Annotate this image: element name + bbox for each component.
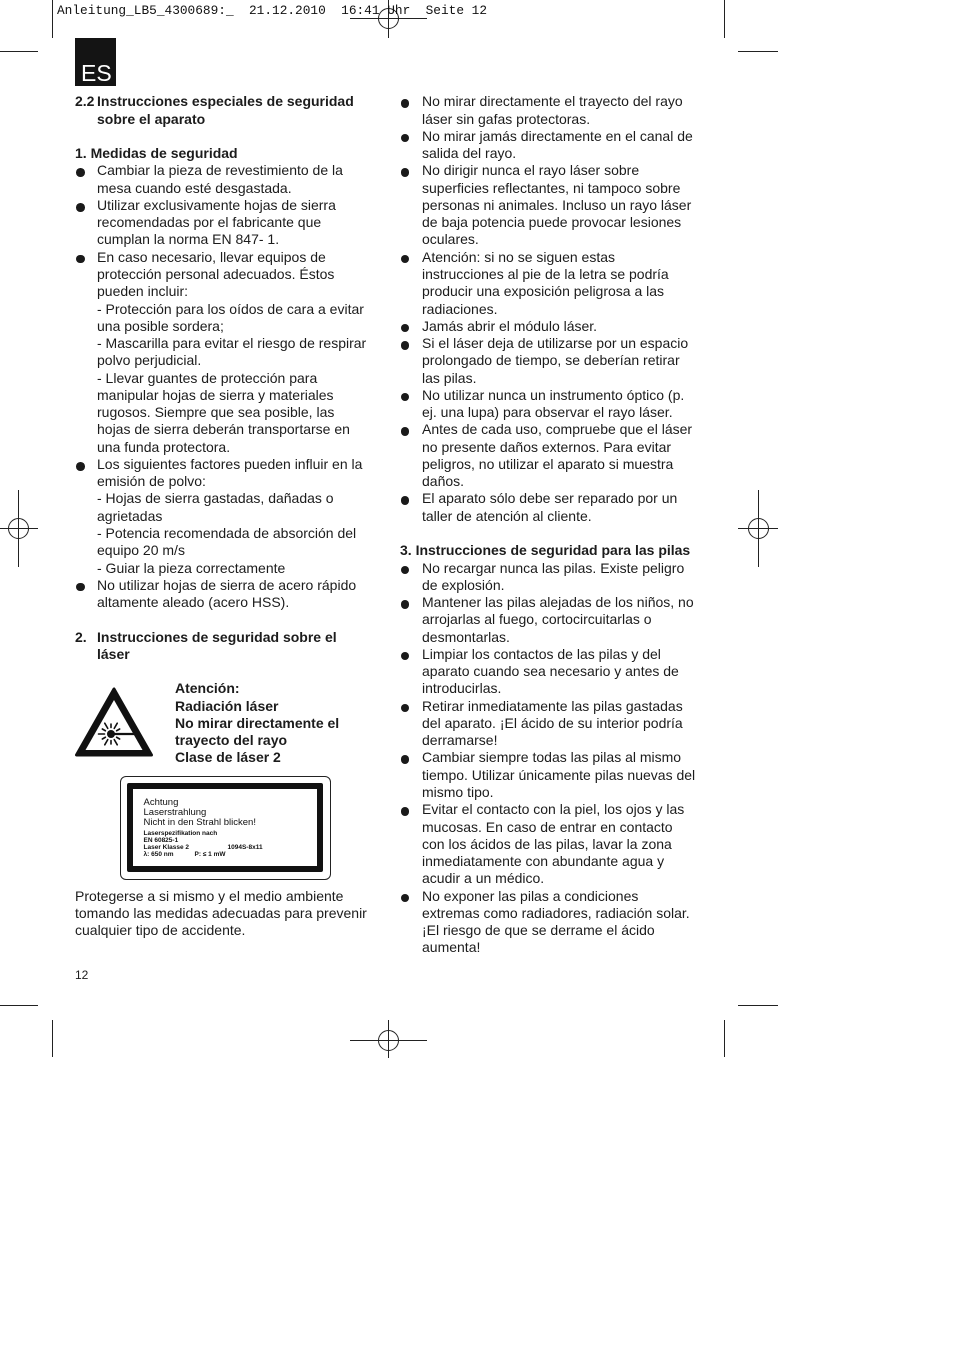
bullet-text-line: taller de atención al cliente.	[422, 507, 592, 524]
bullet-text-line: Jamás abrir el módulo láser.	[422, 317, 598, 334]
bullet-text-line: daños.	[422, 473, 465, 490]
bullet-text-line: emisión de polvo:	[97, 473, 206, 490]
bullet-text-line: - Guiar la pieza correctamente	[97, 559, 286, 576]
bullet-dot-icon	[401, 255, 410, 264]
battery-heading: 3. Instrucciones de seguridad para las pilas	[400, 542, 691, 559]
bullet-dot-icon	[76, 168, 85, 177]
bullet-text-line: No mirar jamás directamente en el canal de	[422, 127, 693, 144]
bullet-text-line: Mantener las pilas alejadas de los niños, no	[422, 594, 694, 611]
bullet-item	[400, 318, 712, 335]
bullet-item	[75, 577, 377, 612]
section-number: 2.2	[75, 93, 95, 110]
bullet-item	[400, 490, 712, 525]
label-warning-line: Nicht in den Strahl blicken!	[143, 817, 256, 828]
bullet-text-line: una funda protectora.	[97, 438, 231, 455]
bullet-text-line: inmediatamente con abundante agua y	[422, 853, 665, 870]
bullet-item	[400, 421, 712, 490]
laser-section-heading	[75, 629, 377, 664]
bullet-text-line: - Potencia recomendada de absorción del	[97, 525, 357, 541]
bullet-item	[400, 335, 712, 387]
bullet-text-line: Antes de cada uso, compruebe que el láser	[422, 421, 693, 438]
bullet-dot-icon	[401, 393, 410, 402]
left-column	[75, 93, 377, 939]
laser-class-label	[120, 776, 331, 880]
bullet-item	[400, 249, 712, 318]
bullet-text-line: no presente daños externos. Para evitar	[422, 438, 672, 455]
bullet-text-line: mesa cuando esté desgastada.	[97, 179, 292, 196]
bullet-text-line: aumenta!	[422, 939, 481, 956]
bullet-dot-icon	[76, 255, 85, 264]
laser-source	[107, 730, 115, 738]
label-spec-line: EN 60825-1	[143, 836, 179, 844]
label-spec-line: Laser Klasse 2	[143, 843, 190, 851]
section-heading-line: Instrucciones de seguridad sobre el	[97, 628, 337, 645]
right-column	[400, 93, 712, 956]
bullet-dot-icon	[401, 168, 410, 177]
bullet-item	[400, 801, 712, 887]
bullet-dot-icon	[76, 462, 85, 471]
laser-label-slot	[75, 767, 377, 888]
registration-mark-right	[738, 490, 778, 567]
bullet-text-line: oculares.	[422, 231, 479, 248]
registration-mark-left	[0, 490, 38, 567]
spacer	[75, 611, 377, 628]
bullet-item	[400, 698, 712, 750]
bullet-text-line: instrucciones al pie de la letra se podría	[422, 266, 669, 283]
spacer	[75, 663, 377, 680]
print-slug: Anleitung_LB5_4300689:_ 21.12.2010 16:41 Uhr Seite 12	[57, 2, 488, 18]
section-heading-line: Instrucciones especiales de seguridad	[97, 93, 354, 110]
bullet-item	[400, 162, 712, 248]
bullet-text-line: personas ni animales. Incluso un rayo láser	[422, 196, 692, 213]
section-heading-line: sobre el aparato	[97, 110, 206, 127]
bullet-dot-icon	[401, 704, 410, 713]
bullet-text-line: ¡El riesgo de que se derrame el ácido	[422, 922, 655, 939]
bullet-text-line: manipular hojas de sierra y materiales	[97, 386, 334, 403]
bullet-text-line: No utilizar hojas de sierra de acero rápido	[97, 576, 357, 593]
label-code: 1094S-8x11	[227, 843, 263, 851]
bullet-dot-icon	[401, 324, 410, 333]
section-heading-line: láser	[97, 645, 130, 662]
laser-safety-list	[400, 93, 712, 525]
language-code: ES	[81, 60, 112, 86]
bullet-text-line: del aparato. ¡El ácido de su interior podría	[422, 714, 683, 731]
safety-measures-list	[75, 162, 377, 611]
bullet-text-line: En caso necesario, llevar equipos de	[97, 248, 326, 265]
bullet-item	[400, 128, 712, 163]
bullet-text-line: Los siguientes factores pueden influir en la	[97, 455, 363, 472]
bullet-text-line: - Llevar guantes de protección para	[97, 369, 318, 386]
bullet-text-line: No recargar nunca las pilas. Existe peligro	[422, 559, 685, 576]
page-number: 12	[75, 968, 89, 982]
section-number: 2.	[75, 628, 87, 645]
bullet-dot-icon	[76, 203, 85, 212]
bullet-text-line: mucosas. En caso de entrar en contacto	[422, 818, 673, 835]
bullet-item	[75, 162, 377, 197]
bullet-dot-icon	[401, 894, 410, 903]
bullet-dot-icon	[401, 755, 410, 764]
bullet-dot-icon	[401, 807, 410, 816]
bullet-dot-icon	[401, 99, 410, 108]
closing-paragraph	[75, 888, 377, 940]
bullet-text-line: desmontarlas.	[422, 628, 510, 645]
registration-mark-bottom	[350, 1020, 427, 1058]
bullet-item	[400, 888, 712, 957]
bullet-dot-icon	[401, 427, 410, 436]
bullet-item	[400, 749, 712, 801]
bullet-item	[75, 456, 377, 577]
bullet-text-line: Atención: si no se siguen estas	[422, 248, 616, 265]
bullet-text-line: El aparato sólo debe ser reparado por un	[422, 490, 678, 507]
bullet-item	[75, 197, 377, 249]
bullet-text-line: altamente aleado (acero HSS).	[97, 594, 290, 611]
paragraph-line: tomando las medidas adecuadas para prevenir	[75, 905, 367, 921]
label-power: P: ≤ 1 mW	[194, 850, 226, 858]
bullet-dot-icon	[401, 496, 410, 505]
bullet-text-line: agrietadas	[97, 507, 163, 524]
bullet-text-line: hojas de sierra deberán transportarse en	[97, 421, 350, 438]
spacer	[75, 128, 377, 145]
label-spec-line: Laserspezifikation nach	[143, 829, 218, 837]
bullet-text-line: láser sin gafas protectoras.	[422, 110, 591, 127]
bullet-item	[75, 249, 377, 456]
bullet-text-line: No exponer las pilas a condiciones	[422, 887, 639, 904]
bullet-text-line: Cambiar siempre todas las pilas al mismo	[422, 749, 682, 766]
bullet-text-line: aparato cuando sea necesario y antes de	[422, 663, 679, 680]
language-tab	[75, 38, 116, 86]
bullet-text-line: con los ácidos de las pilas, lavar la zona	[422, 835, 672, 852]
bullet-text-line: No dirigir nunca el rayo láser sobre	[422, 162, 640, 179]
bullet-text-line: Retirar inmediatamente las pilas gastadas	[422, 697, 683, 714]
bullet-text-line: Evitar el contacto con la piel, los ojos y las	[422, 801, 685, 818]
bullet-dot-icon	[76, 583, 85, 592]
battery-safety-list	[400, 560, 712, 957]
warning-line: Clase de láser 2	[175, 749, 281, 766]
warning-line: Radiación láser	[175, 697, 279, 714]
bullet-text-line: Utilizar exclusivamente hojas de sierra	[97, 196, 336, 213]
bullet-text-line: No mirar directamente el trayecto del rayo	[422, 93, 683, 110]
bullet-text-line: derramarse!	[422, 732, 498, 749]
bullet-dot-icon	[401, 566, 410, 575]
bullet-text-line: extremas como radiadores, radiación solar.	[422, 904, 690, 921]
bullet-item	[400, 560, 712, 595]
bullet-text-line: - Protección para los oídos de cara a evitar	[97, 300, 364, 317]
warning-line: No mirar directamente el	[175, 714, 340, 731]
bullet-text-line: las pilas.	[422, 369, 477, 386]
laser-radiation-warning-icon	[75, 687, 153, 757]
warning-line: trayecto del rayo	[175, 732, 288, 749]
bullet-text-line: rugosos. Siempre que sea posible, las	[97, 404, 335, 421]
bullet-item	[400, 646, 712, 698]
bullet-text-line: cumplan la norma EN 847- 1.	[97, 231, 280, 248]
measures-heading: 1. Medidas de seguridad	[75, 145, 238, 162]
bullet-text-line: Cambiar la pieza de revestimiento de la	[97, 162, 343, 179]
laser-warning-block	[75, 680, 377, 766]
bullet-text-line: superficies reflectantes, ni tampoco sobre	[422, 179, 681, 196]
bullet-text-line: acudir a un médico.	[422, 870, 545, 887]
bullet-dot-icon	[401, 600, 410, 609]
bullet-text-line: una posible sordera;	[97, 317, 224, 334]
label-spec-line: λ: 650 nm	[143, 850, 174, 858]
label-warning-line: Laserstrahlung	[143, 807, 207, 818]
bullet-text-line: arrojarlas al fuego, cortocircuitarlas o	[422, 611, 652, 628]
bullet-text-line: de explosión.	[422, 576, 505, 593]
label-warning-line: Achtung	[143, 797, 179, 808]
bullet-text-line: de baja potencia puede provocar lesiones	[422, 214, 682, 231]
warning-line: Atención:	[175, 680, 240, 697]
bullet-text-line: equipo 20 m/s	[97, 542, 185, 559]
bullet-text-line: mismo tipo.	[422, 783, 494, 800]
bullet-text-line: Limpiar los contactos de las pilas y del	[422, 645, 661, 662]
paragraph-line: cualquier tipo de accidente.	[75, 922, 246, 939]
bullet-text-line: - Mascarilla para evitar el riesgo de respirar	[97, 335, 367, 352]
bullet-text-line: ej. una lupa) para observar el rayo láser.	[422, 404, 673, 421]
paragraph-line: Protegerse a si mismo y el medio ambiente	[75, 887, 344, 904]
bullet-item	[400, 594, 712, 646]
section-heading-2-2	[75, 93, 377, 128]
bullet-dot-icon	[401, 341, 410, 350]
bullet-text-line: polvo perjudicial.	[97, 352, 202, 369]
bullet-text-line: peligros, no utilizar el aparato si muestra	[422, 455, 674, 472]
bullet-text-line: recomendadas por el fabricante que	[97, 214, 322, 231]
bullet-text-line: salida del rayo.	[422, 145, 517, 162]
bullet-item	[400, 93, 712, 128]
bullet-dot-icon	[401, 134, 410, 143]
bullet-text-line: producir una exposición peligrosa a las	[422, 283, 665, 300]
bullet-dot-icon	[401, 652, 410, 661]
bullet-text-line: protección personal adecuados. Éstos	[97, 266, 335, 283]
bullet-item	[400, 387, 712, 422]
bullet-text-line: introducirlas.	[422, 680, 502, 697]
bullet-text-line: pueden incluir:	[97, 283, 189, 300]
bullet-text-line: radiaciones.	[422, 300, 498, 317]
spacer	[400, 525, 712, 542]
bullet-text-line: - Hojas de sierra gastadas, dañadas o	[97, 490, 334, 507]
bullet-text-line: No utilizar nunca un instrumento óptico (p.	[422, 386, 685, 403]
bullet-text-line: Si el láser deja de utilizarse por un espacio	[422, 335, 689, 352]
bullet-text-line: tiempo. Utilizar únicamente pilas nuevas del	[422, 766, 696, 783]
bullet-text-line: prolongado de tiempo, se deberían retirar	[422, 352, 680, 369]
